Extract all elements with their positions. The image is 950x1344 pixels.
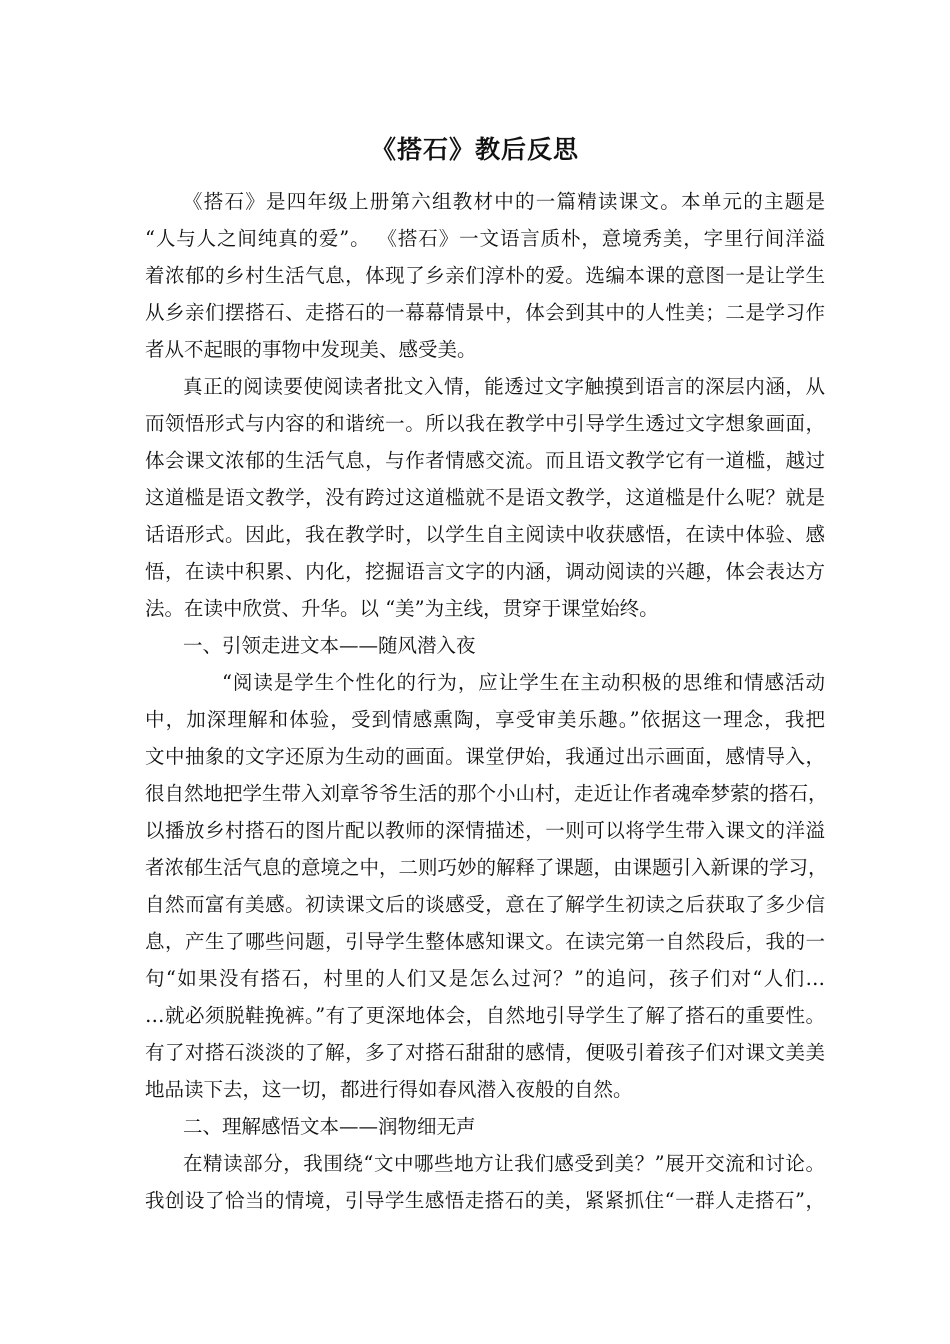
section-heading: 一、引领走进文本——随风潜入夜 (183, 634, 476, 657)
text-line: 话语形式。因此，我在教学时，以学生自主阅读中收获感悟，在读中体验、感 (145, 523, 825, 546)
text-line: 《搭石》是四年级上册第六组教材中的一篇精读课文。本单元的主题是 (183, 190, 825, 213)
text-line: 真正的阅读要使阅读者批文入情，能透过文字触摸到语言的深层内涵，从 (183, 375, 825, 398)
text-line: …就必须脱鞋挽裤。”有了更深地体会，自然地引导学生了解了搭石的重要性。 (145, 1004, 825, 1027)
text-line: 着浓郁的乡村生活气息，体现了乡亲们淳朴的爱。选编本课的意图一是让学生 (145, 264, 825, 287)
text-line: 自然而富有美感。初读课文后的谈感受，意在了解学生初读之后获取了多少信 (145, 893, 825, 916)
text-line: 地品读下去，这一切，都进行得如春风潜入夜般的自然。 (145, 1078, 633, 1101)
text-line: “阅读是学生个性化的行为，应让学生在主动积极的思维和情感活动 (222, 671, 825, 694)
text-line: 者从不起眼的事物中发现美、感受美。 (145, 338, 477, 361)
text-line: 文中抽象的文字还原为生动的画面。课堂伊始，我通过出示画面，感情导入， (145, 745, 825, 768)
text-line: 息，产生了哪些问题，引导学生整体感知课文。在读完第一自然段后，我的一 (145, 930, 825, 953)
text-line: 句“如果没有搭石，村里的人们又是怎么过河？”的追问，孩子们对“人们… (145, 967, 825, 990)
text-line: 有了对搭石淡淡的了解，多了对搭石甜甜的感情，便吸引着孩子们对课文美美 (145, 1041, 825, 1064)
text-line: 从乡亲们摆搭石、走搭石的一幕幕情景中，体会到其中的人性美；二是学习作 (145, 301, 825, 324)
text-line: 在精读部分，我围绕“文中哪些地方让我们感受到美？”展开交流和讨论。 (183, 1152, 825, 1175)
text-line: 者浓郁生活气息的意境之中，二则巧妙的解释了课题，由课题引入新课的学习， (145, 856, 828, 879)
text-line: 而领悟形式与内容的和谐统一。所以我在教学中引导学生透过文字想象画面， (145, 412, 825, 435)
text-line: 中，加深理解和体验，受到情感熏陶，享受审美乐趣。”依据这一理念，我把 (145, 708, 825, 731)
document-title: 《搭石》教后反思 (370, 135, 579, 164)
text-line: 法。在读中欣赏、升华。以 “美”为主线，贯穿于课堂始终。 (145, 597, 659, 620)
text-line: 这道槛是语文教学，没有跨过这道槛就不是语文教学，这道槛是什么呢？就是 (145, 486, 825, 509)
text-line: 以播放乡村搭石的图片配以教师的深情描述，一则可以将学生带入课文的洋溢 (145, 819, 825, 842)
section-heading: 二、理解感悟文本——润物细无声 (183, 1115, 476, 1138)
text-line: 体会课文浓郁的生活气息，与作者情感交流。而且语文教学它有一道槛，越过 (145, 449, 825, 472)
text-line: 很自然地把学生带入刘章爷爷生活的那个小山村，走近让作者魂牵梦萦的搭石， (145, 782, 828, 805)
text-line: “人与人之间纯真的爱”。 《搭石》一文语言质朴，意境秀美，字里行间洋溢 (145, 227, 825, 250)
text-line: 我创设了恰当的情境，引导学生感悟走搭石的美，紧紧抓住“一群人走搭石”， (145, 1189, 825, 1212)
text-line: 悟，在读中积累、内化，挖掘语言文字的内涵，调动阅读的兴趣，体会表达方 (145, 560, 825, 583)
